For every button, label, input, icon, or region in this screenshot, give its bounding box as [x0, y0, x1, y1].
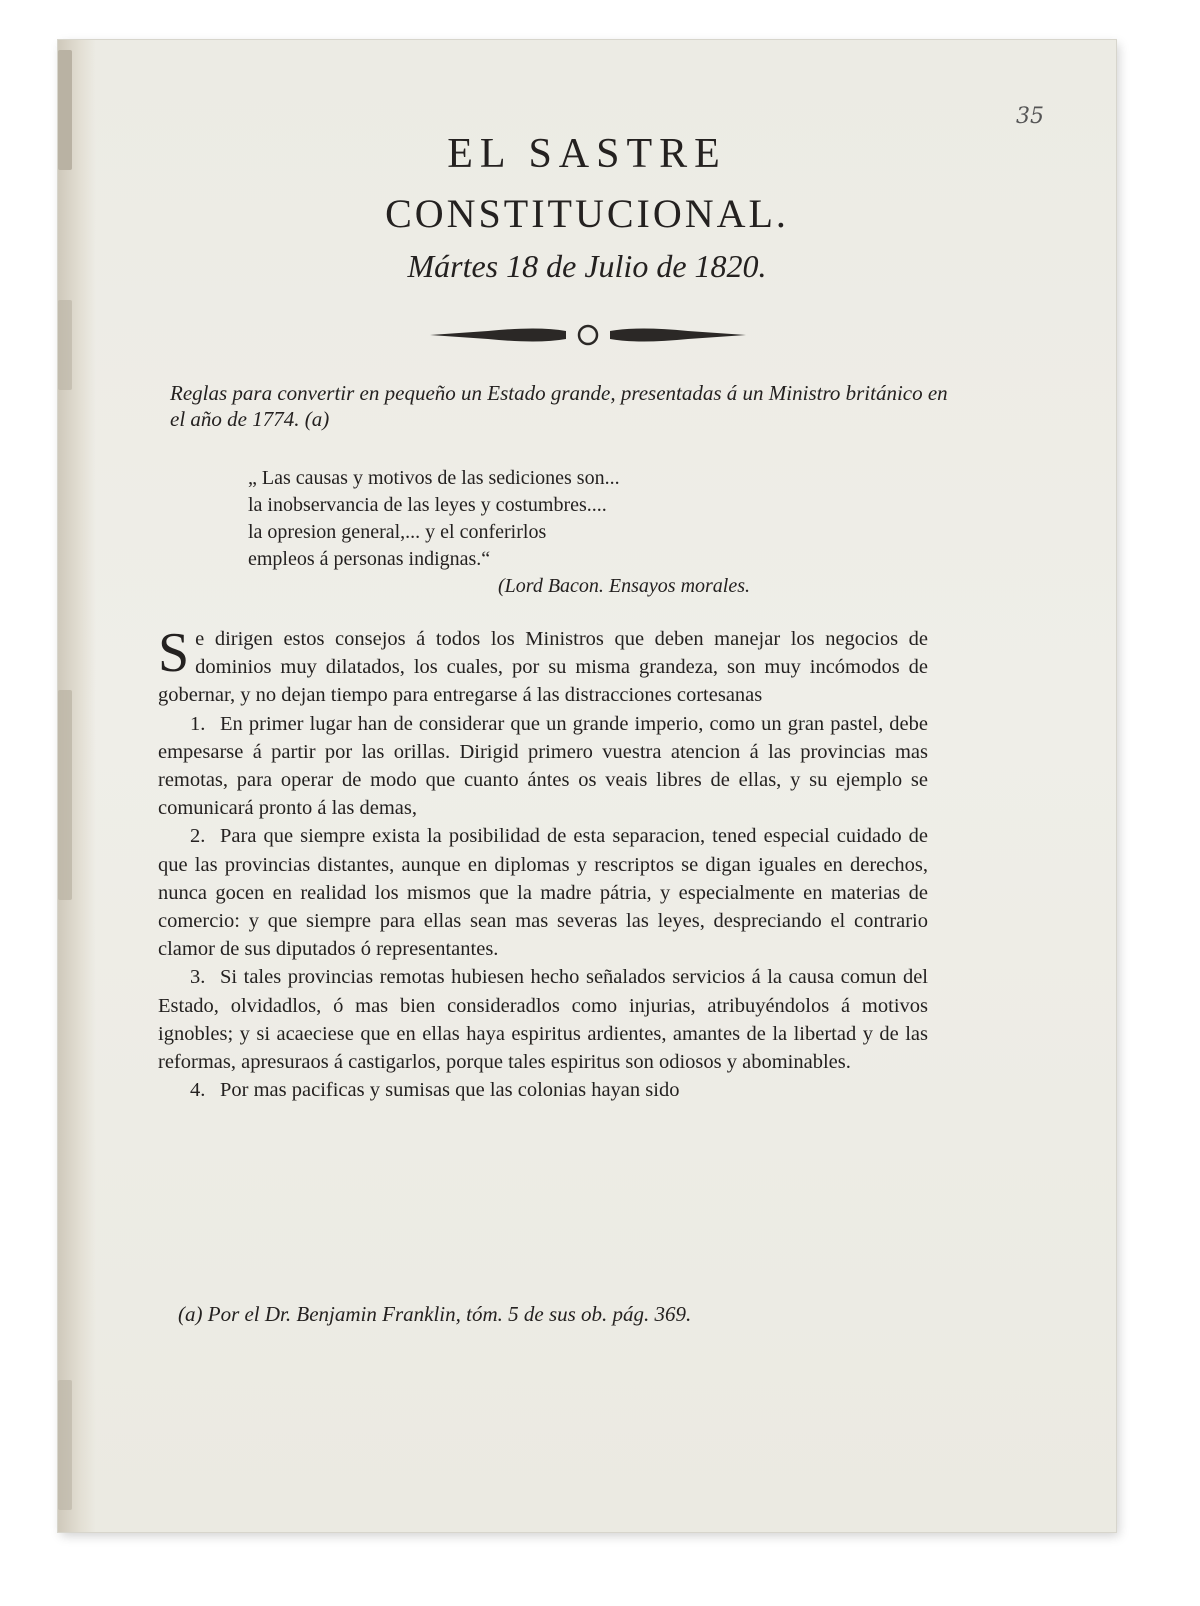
numbered-paragraph [158, 1076, 928, 1104]
epigraph-citation: (Lord Bacon. Ensayos morales. [498, 575, 751, 597]
paragraph-number: 4. [190, 1079, 206, 1102]
paragraph-text: En primer lugar han de considerar que un grande imperio, como un gran pastel, debe empesarse á partir por las orillas. Dirigid primero vuestra atencion á las provincias mas remotas, para operar de modo que cuanto ántes os veais libres de ellas, y su ejemplo se comunicará pronto á las demas, [158, 712, 928, 820]
epigraph [248, 465, 928, 600]
intro-heading: Reglas para convertir en pequeño un Estado grande, presentadas á un Ministro británico en el año de 1774. (a) [170, 381, 948, 431]
opening-paragraph [158, 622, 928, 710]
masthead-title-line1: EL SASTRE [447, 131, 727, 177]
numbered-paragraph [158, 822, 928, 963]
epigraph-line: „ Las causas y motivos de las sediciones son... [248, 467, 620, 489]
paragraph-number: 2. [190, 825, 206, 848]
binding-stub [58, 300, 72, 390]
paragraph-text: Por mas pacificas y sumisas que las colonias hayan sido [220, 1079, 680, 1102]
paragraph-text: Si tales provincias remotas hubiesen hecho señalados servicios á la causa comun del Estado, olvidadlos, ó mas bien consideradlos como injurias, atribuyéndolos á motivos ignobles; y si acaeciese que en ellas haya espiritus ardientes, amantes de la libertad y de las reformas, apresuraos á castigarlos, porque tales espiritus son odiosos y abominables. [158, 966, 928, 1074]
epigraph-line: la inobservancia de las leyes y costumbres.... [248, 494, 607, 516]
binding-stub [58, 690, 72, 900]
epigraph-line: la opresion general,... y el conferirlos [248, 521, 547, 543]
numbered-paragraph [158, 963, 928, 1076]
binding-stub [58, 1380, 72, 1510]
numbered-paragraph [158, 710, 928, 823]
paragraph-number: 1. [190, 712, 206, 735]
dateline: Mártes 18 de Julio de 1820. [407, 248, 767, 284]
document-page [58, 40, 1116, 1532]
paragraph-text: Para que siempre exista la posibilidad de esta separacion, tened especial cuidado de que las provincias distantes, aunque en diplomas y rescriptos se digan iguales en derechos, nunca gocen en realidad los mismos que la madre pátria, y especialmente en materias de comercio: y que siempre para ellas sean mas severas las leyes, despreciando el contrario clamor de sus diputados ó representantes. [158, 825, 928, 961]
masthead-title-line2: CONSTITUCIONAL. [385, 191, 789, 236]
article-body [158, 622, 928, 1104]
folio-number: 35 [1016, 104, 1044, 129]
printer-ornament-icon [428, 322, 748, 348]
drop-cap: S [158, 622, 190, 684]
paragraph-number: 3. [190, 966, 206, 989]
footnote: (a) Por el Dr. Benjamin Franklin, tóm. 5 de sus ob. pág. 369. [178, 1302, 692, 1326]
opening-text: e dirigen estos consejos á todos los Ministros que deben manejar los negocios de dominios muy dilatados, los cuales, por su misma grandeza, son muy incómodos de gobernar, y no dejan tiempo para entregarse á las distracciones cortesanas [158, 628, 928, 707]
epigraph-line: empleos á personas indignas.“ [248, 548, 491, 570]
